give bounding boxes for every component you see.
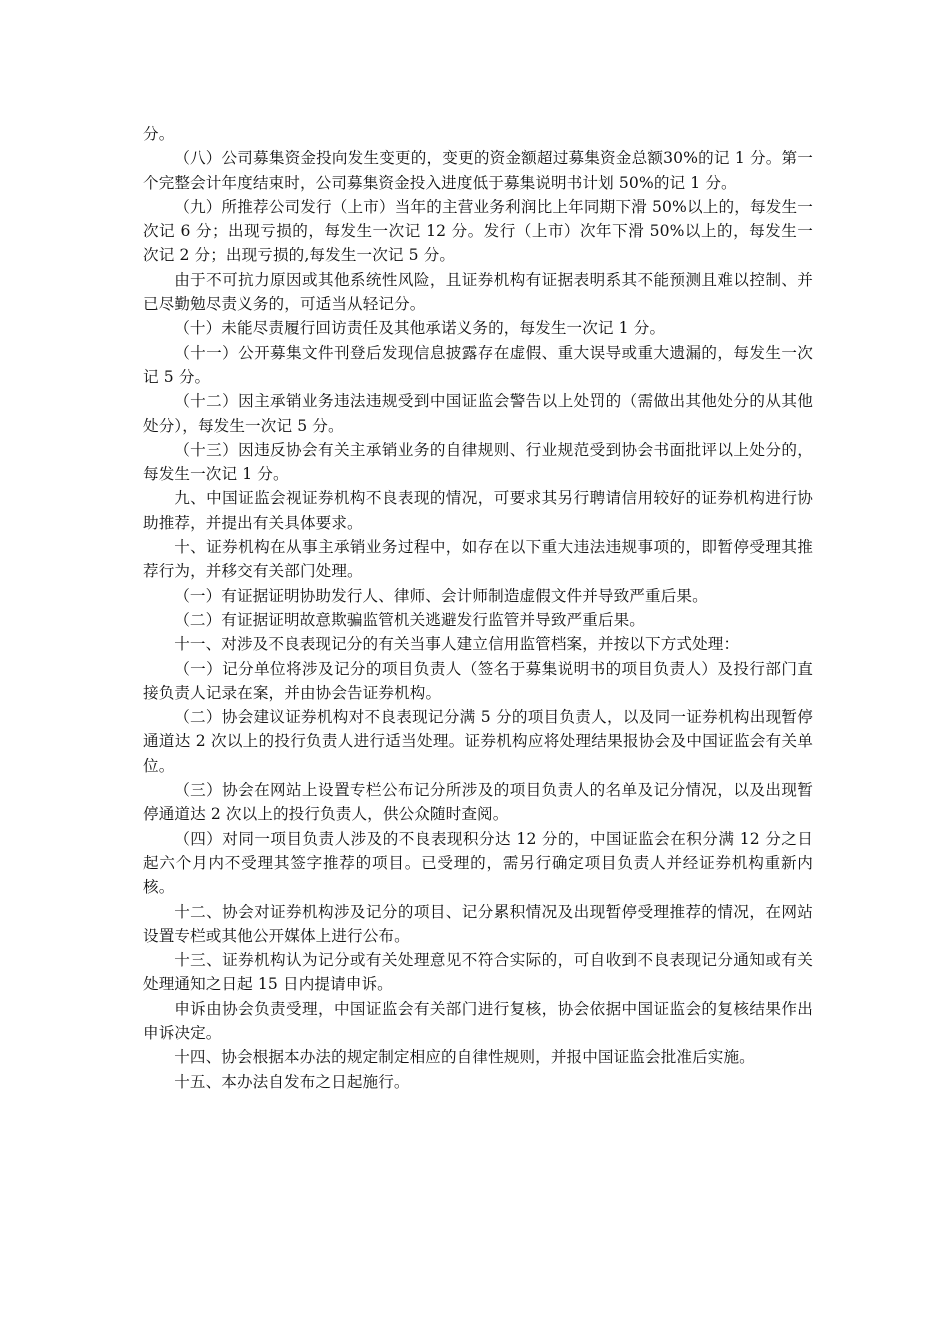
paragraph-item-8: （八）公司募集资金投向发生变更的，变更的资金额超过募集资金总额30%的记 1 分。第一个完整会计年度结束时，公司募集资金投入进度低于募集说明书计划 50%的记 1 分。 xyxy=(143,149,813,192)
paragraph-section-11-item-3: （三）协会在网站上设置专栏公布记分所涉及的项目负责人的名单及记分情况，以及出现暂停通道达 2 次以上的投行负责人，供公众随时查阅。 xyxy=(143,781,813,824)
paragraph-section-11-item-1: （一）记分单位将涉及记分的项目负责人（签名于募集说明书的项目负责人）及投行部门直接负责人记录在案，并由协会告证券机构。 xyxy=(143,659,813,702)
paragraph-section-11-item-2: （二）协会建议证券机构对不良表现记分满 5 分的项目负责人，以及同一证券机构出现暂停通道达 2 次以上的投行负责人进行适当处理。证券机构应将处理结果报协会及中国证监会有关单位。 xyxy=(143,708,813,775)
paragraph-item-10: （十）未能尽责履行回访责任及其他承诺义务的，每发生一次记 1 分。 xyxy=(174,319,666,338)
paragraph-item-11: （十一）公开募集文件刊登后发现信息披露存在虚假、重大误导或重大遗漏的，每发生一次记 5 分。 xyxy=(143,343,813,386)
paragraph-section-13: 十三、证券机构认为记分或有关处理意见不符合实际的，可自收到不良表现记分通知或有关处理通知之日起 15 日内提请申诉。 xyxy=(143,951,813,994)
paragraph-item-13: （十三）因违反协会有关主承销业务的自律规则、行业规范受到协会书面批评以上处分的，每发生一次记 1 分。 xyxy=(143,440,813,484)
paragraph-item-12: （十二）因主承销业务违法违规受到中国证监会警告以上处罚的（需做出其他处分的从其他处分），每发生一次记 5 分。 xyxy=(143,392,813,435)
paragraph-continuation: 分。 xyxy=(143,125,175,143)
paragraph-section-11: 十一、对涉及不良表现记分的有关当事人建立信用监管档案，并按以下方式处理： xyxy=(174,635,740,654)
paragraph-item-9: （九）所推荐公司发行（上市）当年的主营业务利润比上年同期下滑 50%以上的，每发生一次记 6 分；出现亏损的，每发生一次记 12 分。发行（上市）次年下滑 50%以上的，每发生一次记 2 分；出现亏损的,每发生一次记 5 分。 xyxy=(143,197,813,265)
paragraph-force-majeure: 由于不可抗力原因或其他系统性风险，且证券机构有证据表明系其不能预测且难以控制、并已尽勤勉尽责义务的，可适当从轻记分。 xyxy=(143,270,813,314)
paragraph-section-14: 十四、协会根据本办法的规定制定相应的自律性规则，并报中国证监会批准后实施。 xyxy=(174,1048,755,1067)
paragraph-section-9: 九、中国证监会视证券机构不良表现的情况，可要求其另行聘请信用较好的证券机构进行协助推荐，并提出有关具体要求。 xyxy=(143,489,813,532)
paragraph-section-10: 十、证券机构在从事主承销业务过程中，如存在以下重大违法违规事项的，即暂停受理其推荐行为，并移交有关部门处理。 xyxy=(143,538,813,581)
paragraph-section-12: 十二、协会对证券机构涉及记分的项目、记分累积情况及出现暂停受理推荐的情况，在网站设置专栏或其他公开媒体上进行公布。 xyxy=(143,902,813,945)
paragraph-section-11-item-4: （四）对同一项目负责人涉及的不良表现积分达 12 分的，中国证监会在积分满 12 分之日起六个月内不受理其签字推荐的项目。已受理的，需另行确定项目负责人并经证券机构重新内核。 xyxy=(143,829,813,897)
document-body xyxy=(143,122,813,1094)
paragraph-section-10-item-2: （二）有证据证明故意欺骗监管机关逃避发行监管并导致严重后果。 xyxy=(174,610,646,629)
paragraph-section-15: 十五、本办法自发布之日起施行。 xyxy=(174,1072,410,1091)
paragraph-section-10-item-1: （一）有证据证明协助发行人、律师、会计师制造虚假文件并导致严重后果。 xyxy=(174,586,708,605)
paragraph-appeal: 申诉由协会负责受理，中国证监会有关部门进行复核，协会依据中国证监会的复核结果作出申诉决定。 xyxy=(143,999,813,1042)
